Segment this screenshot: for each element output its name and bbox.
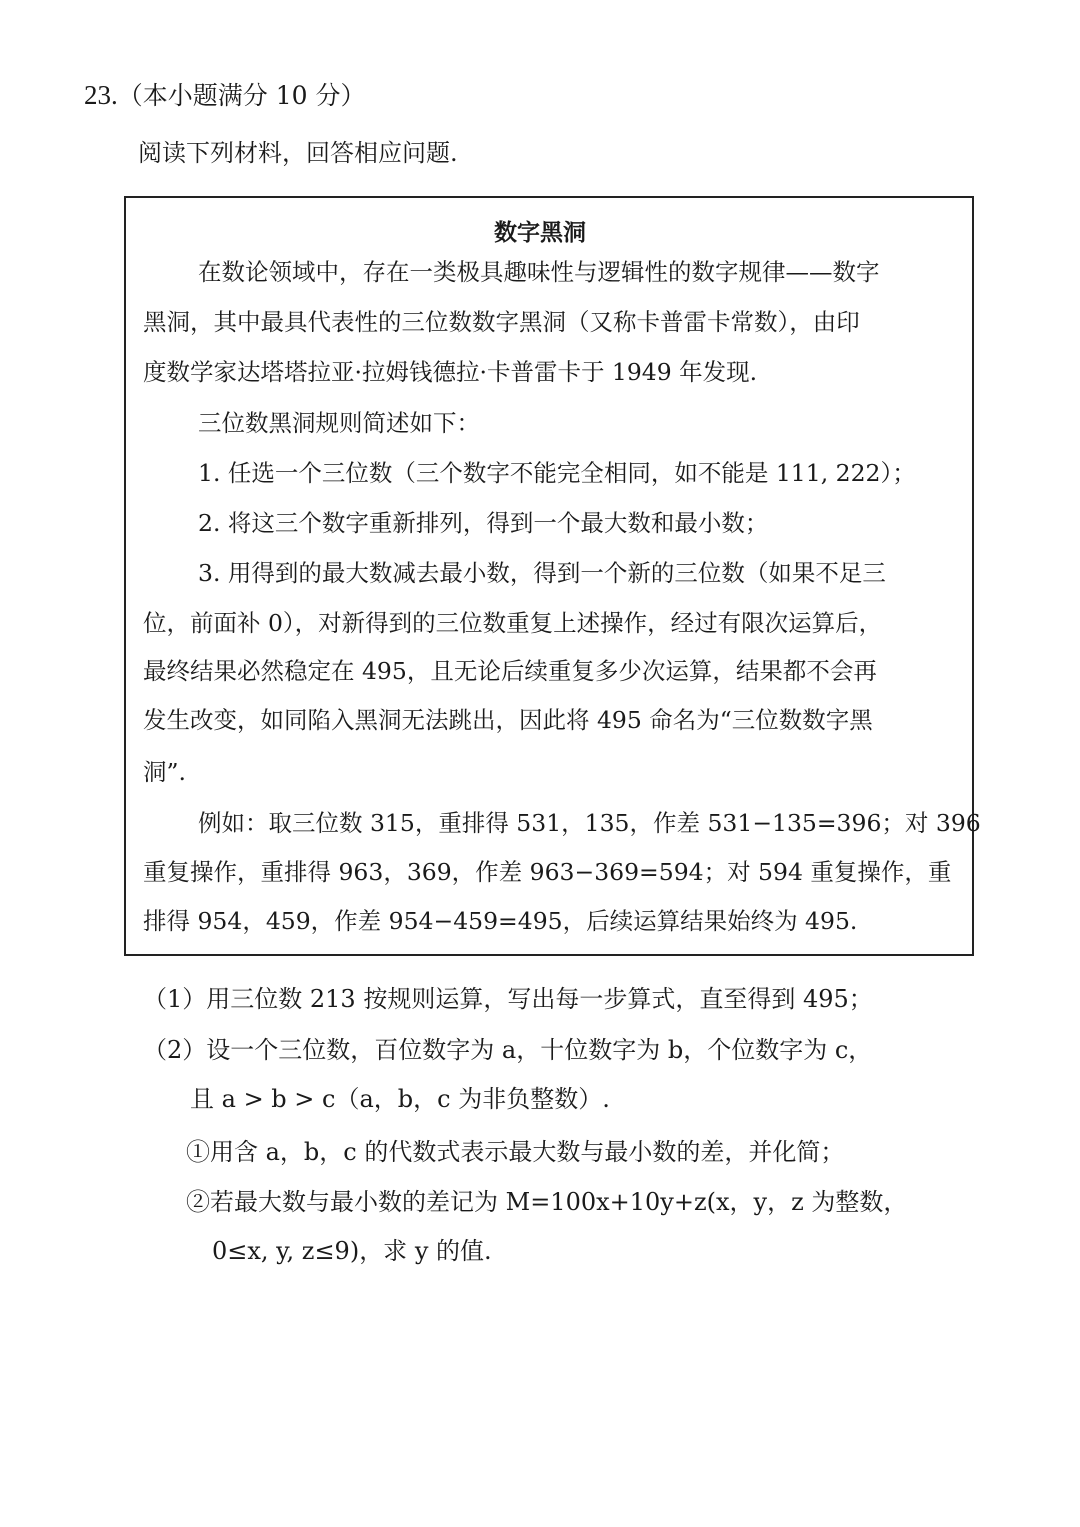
example-line: 例如：取三位数 315，重排得 531，135，作差 531−135=396；对 396 [198, 809, 981, 837]
sub-question-1: （1）用三位数 213 按规则运算，写出每一步算式，直至得到 495； [143, 985, 873, 1013]
question-intro: 阅读下列材料，回答相应问题. [138, 139, 458, 167]
sub-question-2-part-2: ②若最大数与最小数的差记为 M=100x+10y+z(x，y，z 为整数， [186, 1188, 908, 1216]
score-note: （本小题满分 10 分） [117, 81, 366, 110]
sub-question-2-part-2-range: 0≤x, y, z≤9)，求 y 的值. [212, 1237, 492, 1265]
rule-item: 3. 用得到的最大数减去最小数，得到一个新的三位数（如果不足三 [198, 559, 886, 587]
material-line: 洞”. [143, 758, 186, 786]
example-line: 重复操作，重排得 963，369，作差 963−369=594；对 594 重复操作，重 [143, 858, 952, 886]
sub-question-2-part-1: ①用含 a，b，c 的代数式表示最大数与最小数的差，并化简； [186, 1138, 845, 1166]
material-line: 度数学家达塔塔拉亚·拉姆钱德拉·卡普雷卡于 1949 年发现. [143, 358, 758, 386]
material-title: 数字黑洞 [494, 220, 586, 246]
example-line: 排得 954，459，作差 954−459=495，后续运算结果始终为 495. [143, 907, 858, 935]
material-line: 发生改变，如同陷入黑洞无法跳出，因此将 495 命名为“三位数数字黑 [143, 706, 873, 734]
material-line: 在数论领域中，存在一类极具趣味性与逻辑性的数字规律——数字 [198, 258, 880, 286]
material-line: 黑洞，其中最具代表性的三位数数字黑洞（又称卡普雷卡常数），由印 [143, 308, 860, 336]
material-line: 三位数黑洞规则简述如下： [198, 409, 480, 437]
rule-item: 1. 任选一个三位数（三个数字不能完全相同，如不能是 111, 222）； [198, 459, 916, 487]
material-line: 最终结果必然稳定在 495，且无论后续重复多少次运算，结果都不会再 [143, 657, 877, 685]
sub-question-2: （2）设一个三位数，百位数字为 a，十位数字为 b，个位数字为 c， [143, 1036, 873, 1064]
sub-question-2-condition: 且 a > b > c（a，b，c 为非负整数）. [190, 1085, 610, 1113]
material-line: 位，前面补 0），对新得到的三位数重复上述操作，经过有限次运算后， [143, 609, 883, 637]
question-header [84, 76, 365, 112]
question-number: 23. [84, 80, 118, 110]
rule-item: 2. 将这三个数字重新排列，得到一个最大数和最小数； [198, 509, 769, 537]
